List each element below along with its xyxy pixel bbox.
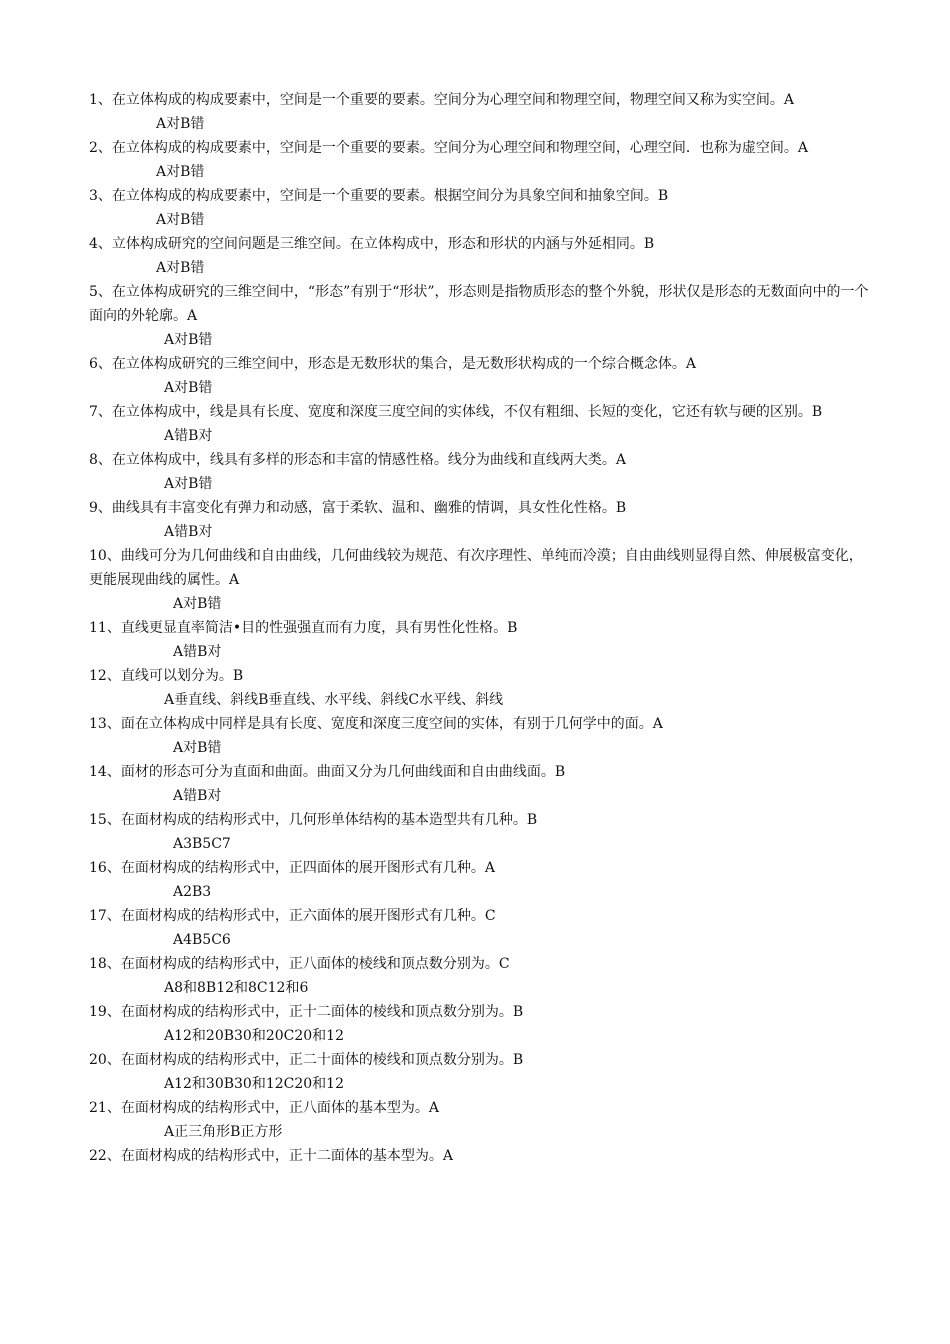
question-21: 21、在面材构成的结构形式中，正八面体的基本型为。A: [89, 1100, 439, 1116]
question-11-options: A错B对: [173, 644, 222, 660]
question-18-options: A8和8B12和8C12和6: [164, 980, 309, 996]
question-19-options: A12和20B30和20C20和12: [164, 1028, 344, 1044]
question-18: 18、在面材构成的结构形式中，正八面体的棱线和顶点数分别为。C: [89, 956, 510, 972]
question-15: 15、在面材构成的结构形式中，几何形单体结构的基本造型共有几种。B: [89, 812, 538, 828]
question-13: 13、面在立体构成中同样是具有长度、宽度和深度三度空间的实体，有别于几何学中的面。A: [89, 716, 663, 732]
question-14-options: A错B对: [173, 788, 222, 804]
question-6: 6、在立体构成研究的三维空间中，形态是无数形状的集合，是无数形状构成的一个综合概念体。A: [89, 356, 697, 372]
question-20-options: A12和30B30和12C20和12: [164, 1076, 344, 1092]
question-7-options: A错B对: [164, 428, 213, 444]
question-10-options: A对B错: [173, 596, 222, 612]
question-22: 22、在面材构成的结构形式中，正十二面体的基本型为。A: [89, 1148, 453, 1164]
question-13-options: A对B错: [173, 740, 222, 756]
question-17-options: A4B5C6: [173, 932, 231, 948]
question-20: 20、在面材构成的结构形式中，正二十面体的棱线和顶点数分别为。B: [89, 1052, 524, 1068]
question-14: 14、面材的形态可分为直面和曲面。曲面又分为几何曲线面和自由曲线面。B: [89, 764, 566, 780]
question-15-options: A3B5C7: [173, 836, 231, 852]
question-8-options: A对B错: [164, 476, 213, 492]
question-12: 12、直线可以划分为。B: [89, 668, 244, 684]
question-2-options: A对B错: [156, 164, 205, 180]
question-9-options: A错B对: [164, 524, 213, 540]
question-8: 8、在立体构成中，线具有多样的形态和丰富的情感性格。线分为曲线和直线两大类。A: [89, 452, 627, 468]
question-11: 11、直线更显直率简洁•目的性强强直而有力度，具有男性化性格。B: [89, 620, 518, 636]
question-17: 17、在面材构成的结构形式中，正六面体的展开图形式有几种。C: [89, 908, 496, 924]
question-4-options: A对B错: [156, 260, 205, 276]
question-9: 9、曲线具有丰富变化有弹力和动感，富于柔软、温和、幽雅的情调，具女性化性格。B: [89, 500, 627, 516]
quiz-document: [89, 88, 869, 1168]
question-12-options: A垂直线、斜线B垂直线、水平线、斜线C水平线、斜线: [164, 692, 504, 708]
question-19: 19、在面材构成的结构形式中，正十二面体的棱线和顶点数分别为。B: [89, 1004, 524, 1020]
question-21-options: A正三角形B正方形: [164, 1124, 283, 1140]
question-1-options: A对B错: [156, 116, 205, 132]
question-4: 4、立体构成研究的空间问题是三维空间。在立体构成中，形态和形状的内涵与外延相同。B: [89, 236, 655, 252]
question-2: 2、在立体构成的构成要素中，空间是一个重要的要素。空间分为心理空间和物理空间，心理空间．也称为虚空间。A: [89, 140, 809, 156]
question-7: 7、在立体构成中，线是具有长度、宽度和深度三度空间的实体线，不仅有粗细、长短的变化，它还有软与硬的区别。B: [89, 404, 823, 420]
question-3: 3、在立体构成的构成要素中，空间是一个重要的要素。根据空间分为具象空间和抽象空间。B: [89, 188, 669, 204]
question-16: 16、在面材构成的结构形式中，正四面体的展开图形式有几种。A: [89, 860, 495, 876]
question-6-options: A对B错: [164, 380, 213, 396]
question-5-options: A对B错: [164, 332, 213, 348]
question-3-options: A对B错: [156, 212, 205, 228]
question-1: 1、在立体构成的构成要素中，空间是一个重要的要素。空间分为心理空间和物理空间，物理空间又称为实空间。A: [89, 92, 795, 108]
question-10: 10、曲线可分为几何曲线和自由曲线，几何曲线较为规范、有次序理性、单纯而冷漠；自由曲线则显得自然、伸展极富变化，更能展现曲线的属性。A: [89, 548, 863, 588]
question-5: 5、在立体构成研究的三维空间中，“形态”有别于“形状”，形态则是指物质形态的整个外貌，形状仅是形态的无数面向中的一个面向的外轮廓。A: [89, 284, 869, 324]
question-16-options: A2B3: [173, 884, 212, 900]
